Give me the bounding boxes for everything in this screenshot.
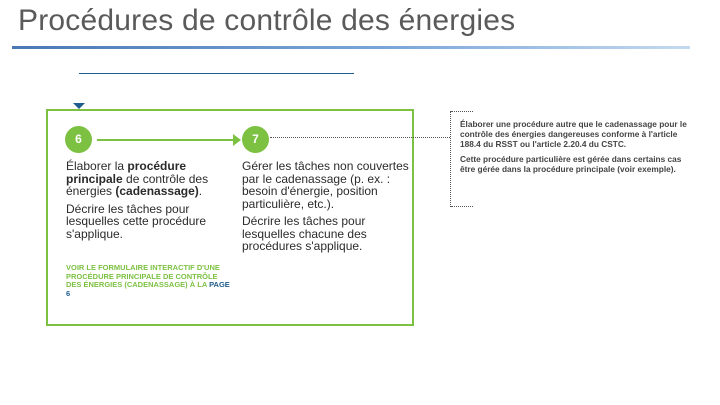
step-7-line-1: Gérer les tâches non couvertes par le cadenassage (p. ex. : besoin d'énergie, position particulière, etc.). <box>242 159 409 211</box>
step-7-line-2: Décrire les tâches pour lesquelles chacune des procédures s'applique. <box>242 214 367 253</box>
bracket-bottom-tick <box>451 206 473 207</box>
side-note <box>460 119 695 174</box>
right-arrow-icon <box>233 134 241 146</box>
step-arrow-line <box>97 139 235 141</box>
step-6-line-1-pre: Élaborer la <box>66 159 128 173</box>
connector-top-line <box>79 73 354 74</box>
step-7-text <box>242 160 410 253</box>
bracket-top-tick <box>451 111 473 112</box>
page-link[interactable]: PAGE 6 <box>66 280 230 298</box>
note-paragraph-2: Cette procédure particulière est gérée dans certains cas être gérée dans la procédure principale (voir exemple). <box>460 154 682 174</box>
step-6-badge: 6 <box>65 126 92 153</box>
step-6-line-1-end: . <box>198 184 203 198</box>
dotted-connector <box>270 137 450 138</box>
step-6-line-2: Décrire les tâches pour lesquelles cette procédure s'applique. <box>66 201 207 241</box>
interactive-form-link-text[interactable]: VOIR LE FORMULAIRE INTERACTIF D'UNE PROCÉDURE PRINCIPALE DE CONTRÔLE DES ÉNERGIES (CADENASSAGE) À LA <box>66 263 220 290</box>
slide-title: Procédures de contrôle des énergies <box>18 4 516 37</box>
step-6-text <box>66 160 226 240</box>
step-7-badge: 7 <box>242 126 269 153</box>
interactive-form-link[interactable] <box>66 264 231 298</box>
step-6-line-1 <box>66 160 226 198</box>
step-6-line-1-bold2: (cadenassage) <box>115 184 199 198</box>
note-paragraph-1: Élaborer une procédure autre que le cadenassage pour le contrôle des énergies dangereuses conforme à l'article 188.4 du RSST ou l'article 2.20.4 du CSTC. <box>460 119 687 149</box>
step-6-line-1-bold: procédure principale <box>66 159 187 186</box>
steps-panel <box>46 109 414 326</box>
title-underline <box>12 46 690 49</box>
step-6-line-1-post: de contrôle des énergies <box>66 171 209 198</box>
